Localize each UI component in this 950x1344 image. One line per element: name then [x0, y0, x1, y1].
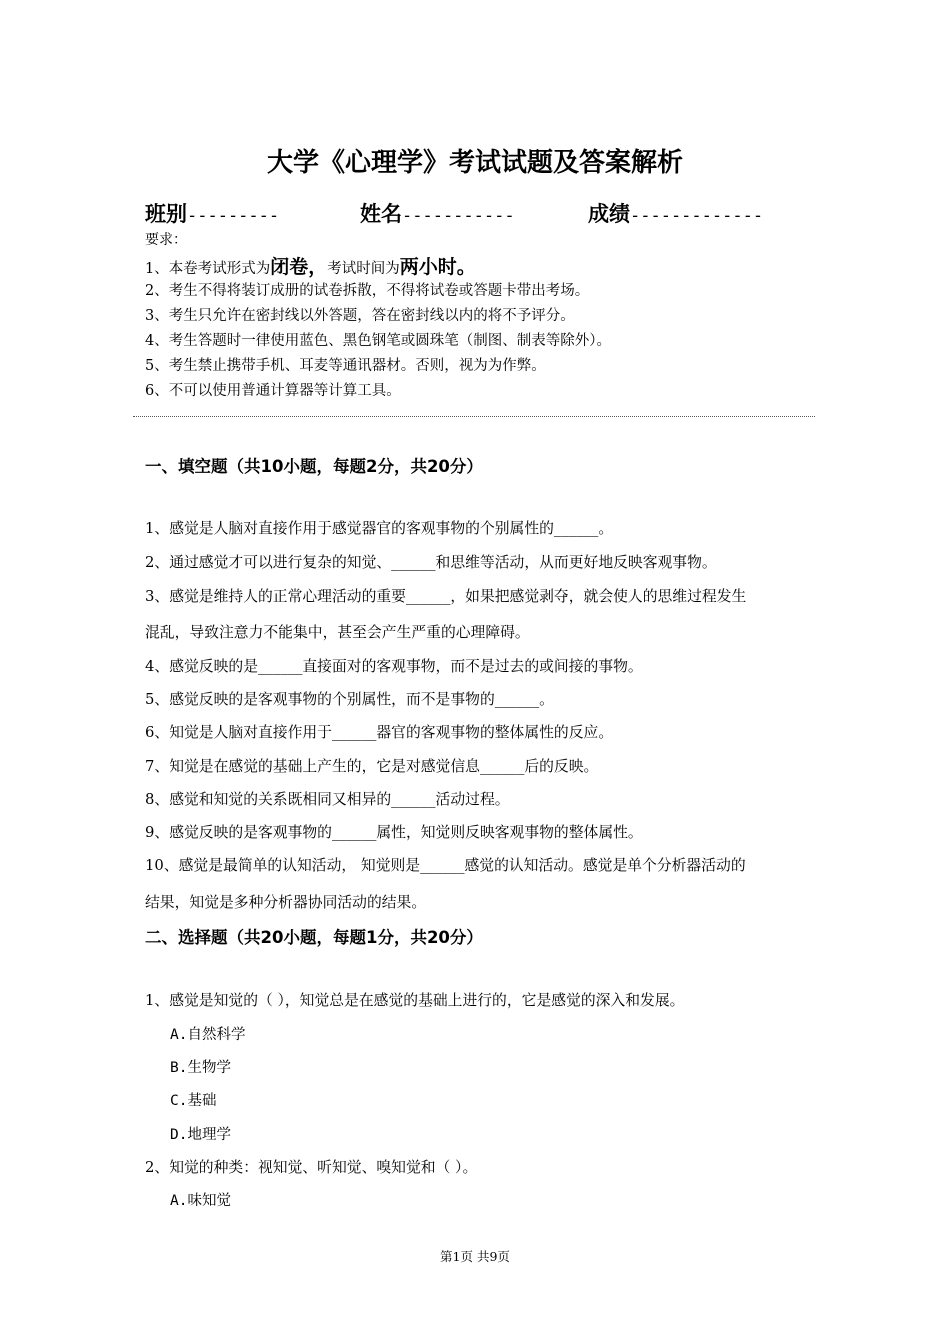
- fill-question-3-line-1: 3、感觉是维持人的正常心理活动的重要______，如果把感觉剥夺，就会使人的思维过程发生: [145, 588, 747, 605]
- score-field: [588, 198, 763, 228]
- fill-question-10-line-1: 10、感觉是最简单的认知活动， 知觉则是______感觉的认知活动。感觉是单个分析器活动的: [145, 857, 746, 874]
- requirement-1-time-text: 考试时间为: [327, 261, 400, 277]
- requirements-heading: 要求：: [145, 232, 187, 248]
- requirement-1: [145, 252, 476, 279]
- requirement-6: 6、不可以使用普通计算器等计算工具。: [145, 383, 401, 399]
- class-label: 班别: [145, 202, 187, 226]
- requirement-2: 2、考生不得将装订成册的试卷拆散，不得将试卷或答题卡带出考场。: [145, 283, 590, 299]
- fill-question-7: 7、知觉是在感觉的基础上产生的，它是对感觉信息______后的反映。: [145, 758, 599, 775]
- name-label: 姓名: [360, 202, 402, 226]
- fill-question-1: 1、感觉是人脑对直接作用于感觉器官的客观事物的个别属性的______。: [145, 520, 614, 537]
- requirement-3: 3、考生只允许在密封线以外答题，答在密封线以内的将不予评分。: [145, 308, 575, 324]
- choice-1-option-b: B.生物学: [170, 1060, 231, 1076]
- fill-question-10-line-2: 结果，知觉是多种分析器协同活动的结果。: [145, 894, 427, 911]
- choice-2-option-a: A.味知觉: [170, 1193, 231, 1209]
- choice-1-option-c: C.基础: [170, 1093, 217, 1109]
- section-1-heading: 一、填空题（共10小题，每题2分，共20分）: [145, 457, 483, 476]
- class-blank: ---------: [187, 206, 280, 226]
- choice-1-option-a: A.自然科学: [170, 1027, 246, 1043]
- name-blank: -----------: [402, 206, 515, 226]
- seal-divider: [133, 416, 815, 417]
- fill-question-3-line-2: 混乱，导致注意力不能集中，甚至会产生严重的心理障碍。: [145, 624, 530, 641]
- fill-question-9: 9、感觉反映的是客观事物的______属性，知觉则反映客观事物的整体属性。: [145, 824, 643, 841]
- requirement-1-closed-book: 闭卷，: [270, 256, 328, 278]
- choice-1-option-d: D.地理学: [170, 1127, 231, 1143]
- requirement-5: 5、考生禁止携带手机、耳麦等通讯器材。否则，视为为作弊。: [145, 358, 546, 374]
- fill-question-4: 4、感觉反映的是______直接面对的客观事物，而不是过去的或间接的事物。: [145, 658, 643, 675]
- requirement-1-text: 1、本卷考试形式为: [145, 261, 271, 277]
- score-label: 成绩: [588, 202, 630, 226]
- fill-question-2: 2、通过感觉才可以进行复杂的知觉、______和思维等活动，从而更好地反映客观事物。: [145, 554, 717, 571]
- page-title: 大学《心理学》考试试题及答案解析: [266, 148, 683, 178]
- fill-question-6: 6、知觉是人脑对直接作用于______器官的客观事物的整体属性的反应。: [145, 724, 614, 741]
- section-2-heading: 二、选择题（共20小题，每题1分，共20分）: [145, 928, 483, 947]
- requirement-4: 4、考生答题时一律使用蓝色、黑色钢笔或圆珠笔（制图、制表等除外）。: [145, 333, 611, 349]
- name-field: [360, 198, 515, 228]
- class-field: [145, 198, 279, 228]
- choice-question-2: 2、知觉的种类：视知觉、听知觉、嗅知觉和（ ）。: [145, 1159, 478, 1176]
- fill-question-5: 5、感觉反映的是客观事物的个别属性，而不是事物的______。: [145, 691, 554, 708]
- page-footer: 第1页 共9页: [440, 1249, 510, 1264]
- score-blank: -------------: [630, 206, 764, 226]
- choice-question-1: 1、感觉是知觉的（ ），知觉总是在感觉的基础上进行的，它是感觉的深入和发展。: [145, 992, 685, 1009]
- fill-question-8: 8、感觉和知觉的关系既相同又相异的______活动过程。: [145, 791, 510, 808]
- requirement-1-duration: 两小时。: [399, 256, 476, 278]
